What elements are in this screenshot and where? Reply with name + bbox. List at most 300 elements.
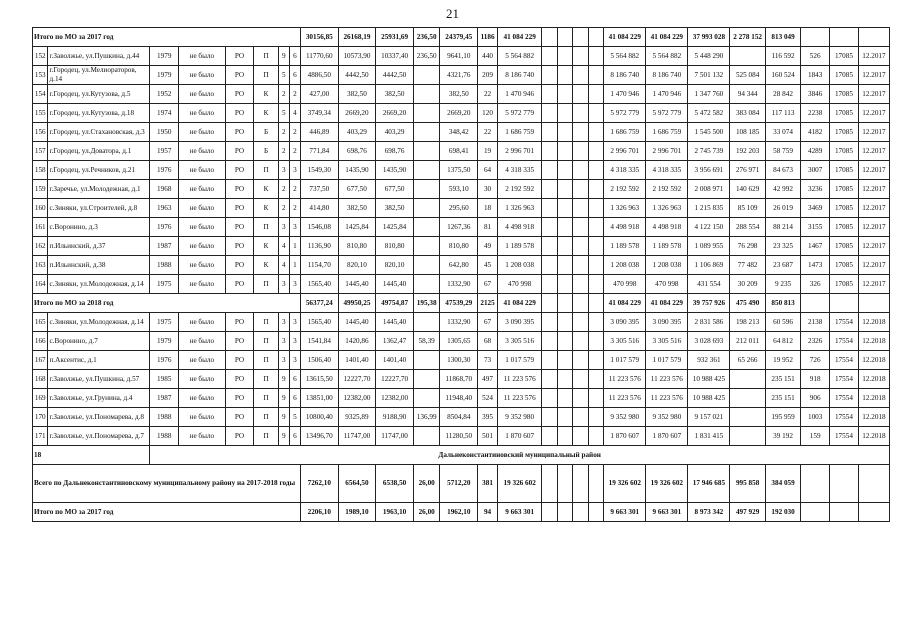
table-cell: [413, 275, 440, 294]
table-cell: [542, 332, 557, 351]
table-cell: 81: [478, 218, 498, 237]
table-cell: не было: [179, 161, 225, 180]
total-cell: [858, 503, 889, 522]
table-cell: [542, 47, 557, 66]
table-cell: 2238: [801, 104, 830, 123]
table-cell: 17554: [830, 427, 859, 446]
table-cell: 1467: [801, 237, 830, 256]
table-cell: Б: [254, 142, 278, 161]
table-cell: [557, 237, 572, 256]
table-cell: 470 998: [498, 275, 542, 294]
table-cell: 84 673: [765, 161, 800, 180]
total-cell: [801, 503, 830, 522]
total-cell: [542, 465, 557, 503]
table-cell: РО: [225, 85, 254, 104]
table-cell: 1003: [801, 408, 830, 427]
table-cell: 17085: [830, 123, 859, 142]
table-cell: [573, 66, 588, 85]
table-cell: 1 686 759: [498, 123, 542, 142]
table-cell: 12.2017: [858, 142, 889, 161]
table-cell: К: [254, 85, 278, 104]
table-cell: 10337,40: [376, 47, 414, 66]
table-cell: 117 113: [765, 104, 800, 123]
table-cell: [573, 237, 588, 256]
table-cell: 164: [33, 275, 48, 294]
total-cell: [557, 294, 572, 313]
table-cell: 1976: [150, 218, 179, 237]
table-cell: [557, 218, 572, 237]
address-cell: г.Городец, ул.Доватора, д.1: [48, 142, 150, 161]
table-cell: 3007: [801, 161, 830, 180]
table-cell: 12382,00: [338, 389, 376, 408]
table-cell: 1 326 963: [604, 199, 646, 218]
table-cell: [730, 389, 765, 408]
total-cell: 39 757 926: [688, 294, 730, 313]
table-cell: 12.2017: [858, 180, 889, 199]
table-cell: 1445,40: [338, 313, 376, 332]
table-cell: [557, 66, 572, 85]
table-cell: 12.2017: [858, 256, 889, 275]
table-row: [33, 180, 890, 199]
table-cell: [588, 408, 603, 427]
table-cell: [573, 142, 588, 161]
table-cell: [413, 389, 440, 408]
table-cell: 11 223 576: [646, 370, 688, 389]
total-cell: 41 084 229: [604, 294, 646, 313]
table-row: [33, 142, 890, 161]
table-cell: 3: [278, 161, 289, 180]
table-cell: [588, 104, 603, 123]
table-cell: 160 524: [765, 66, 800, 85]
table-cell: 12.2018: [858, 313, 889, 332]
table-cell: [557, 123, 572, 142]
table-cell: [557, 199, 572, 218]
table-cell: 235 151: [765, 389, 800, 408]
table-cell: 11 223 576: [604, 370, 646, 389]
table-cell: 136,99: [413, 408, 440, 427]
table-cell: РО: [225, 142, 254, 161]
table-cell: [557, 408, 572, 427]
table-cell: 12.2017: [858, 85, 889, 104]
total-cell: [830, 294, 859, 313]
address-cell: г.Заволжье, ул.Пономарева, д.7: [48, 427, 150, 446]
section-title: Дальнеконстантиновский муниципальный район: [150, 446, 890, 465]
table-cell: 1445,40: [376, 313, 414, 332]
table-cell: 1445,40: [338, 275, 376, 294]
table-cell: 212 011: [730, 332, 765, 351]
table-cell: 3 305 516: [498, 332, 542, 351]
table-cell: 17085: [830, 161, 859, 180]
table-cell: 1 470 946: [498, 85, 542, 104]
table-cell: 5: [278, 104, 289, 123]
total-cell: 6564,50: [338, 465, 376, 503]
table-cell: 3: [278, 313, 289, 332]
total-label: Итого по МО за 2018 год: [33, 294, 301, 313]
total-cell: 26,00: [413, 503, 440, 522]
table-cell: 1549,30: [300, 161, 338, 180]
table-cell: 157: [33, 142, 48, 161]
table-cell: П: [254, 370, 278, 389]
table-cell: [557, 161, 572, 180]
total-row: [33, 28, 890, 47]
table-cell: [557, 427, 572, 446]
table-cell: [573, 123, 588, 142]
table-cell: РО: [225, 47, 254, 66]
table-cell: [542, 123, 557, 142]
table-cell: 17085: [830, 199, 859, 218]
total-cell: 56377,24: [300, 294, 338, 313]
table-cell: [588, 123, 603, 142]
table-cell: 726: [801, 351, 830, 370]
table-cell: 431 554: [688, 275, 730, 294]
table-cell: П: [254, 351, 278, 370]
table-cell: 8504,84: [440, 408, 478, 427]
address-cell: п.Ильинский, д.37: [48, 237, 150, 256]
table-cell: [542, 237, 557, 256]
table-cell: 524: [478, 389, 498, 408]
table-cell: 1 686 759: [646, 123, 688, 142]
table-row: [33, 199, 890, 218]
table-cell: [557, 275, 572, 294]
table-cell: 4442,50: [338, 66, 376, 85]
table-cell: 1988: [150, 427, 179, 446]
table-cell: 1 470 946: [646, 85, 688, 104]
table-cell: 9: [278, 370, 289, 389]
table-cell: 1435,90: [338, 161, 376, 180]
table-cell: 3: [278, 218, 289, 237]
table-cell: 23 687: [765, 256, 800, 275]
table-cell: 526: [801, 47, 830, 66]
table-cell: 65 266: [730, 351, 765, 370]
table-cell: 9: [278, 389, 289, 408]
total-cell: 26,00: [413, 465, 440, 503]
table-cell: 169: [33, 389, 48, 408]
table-cell: 18: [478, 199, 498, 218]
table-cell: не было: [179, 275, 225, 294]
table-cell: 22: [478, 85, 498, 104]
table-cell: Б: [254, 123, 278, 142]
table-cell: РО: [225, 351, 254, 370]
table-cell: 28 842: [765, 85, 800, 104]
table-cell: 2: [278, 180, 289, 199]
table-cell: 58 759: [765, 142, 800, 161]
total-cell: 94: [478, 503, 498, 522]
table-cell: 810,80: [338, 237, 376, 256]
table-cell: 2 008 971: [688, 180, 730, 199]
table-cell: 12.2018: [858, 389, 889, 408]
table-cell: 3236: [801, 180, 830, 199]
table-cell: 17085: [830, 47, 859, 66]
table-cell: 1541,84: [300, 332, 338, 351]
table-cell: П: [254, 332, 278, 351]
table-cell: 525 084: [730, 66, 765, 85]
table-cell: 168: [33, 370, 48, 389]
table-cell: 3 305 516: [646, 332, 688, 351]
table-cell: [573, 351, 588, 370]
table-cell: 2: [289, 85, 300, 104]
table-cell: не было: [179, 66, 225, 85]
address-cell: с.Зиняки, ул.Строителей, д.8: [48, 199, 150, 218]
table-cell: 1154,70: [300, 256, 338, 275]
table-cell: 2: [278, 123, 289, 142]
total-cell: [573, 28, 588, 47]
table-cell: не было: [179, 142, 225, 161]
address-cell: г.Заволжье, ул.Пушкина, д.44: [48, 47, 150, 66]
table-cell: 1 189 578: [604, 237, 646, 256]
table-cell: 1 017 579: [646, 351, 688, 370]
address-cell: г.Заволжье, ул.Грунина, д.4: [48, 389, 150, 408]
table-cell: 8 186 740: [604, 66, 646, 85]
table-cell: 446,89: [300, 123, 338, 142]
table-cell: [413, 180, 440, 199]
table-cell: 440: [478, 47, 498, 66]
table-cell: [588, 275, 603, 294]
table-cell: 382,50: [338, 199, 376, 218]
total-cell: 9 663 301: [498, 503, 542, 522]
table-cell: [588, 47, 603, 66]
table-cell: 9 157 021: [688, 408, 730, 427]
table-cell: 12.2017: [858, 275, 889, 294]
total-cell: [542, 503, 557, 522]
table-cell: 2669,20: [440, 104, 478, 123]
table-cell: 11 223 576: [498, 389, 542, 408]
total-cell: 1962,10: [440, 503, 478, 522]
table-cell: 11747,00: [376, 427, 414, 446]
table-cell: 906: [801, 389, 830, 408]
total-cell: 1186: [478, 28, 498, 47]
total-cell: 41 084 229: [498, 28, 542, 47]
table-cell: 1425,84: [376, 218, 414, 237]
table-cell: 5 564 882: [498, 47, 542, 66]
table-cell: 11280,50: [440, 427, 478, 446]
total-cell: 195,38: [413, 294, 440, 313]
table-cell: [588, 85, 603, 104]
table-cell: 427,00: [300, 85, 338, 104]
table-cell: 22: [478, 123, 498, 142]
table-cell: [542, 275, 557, 294]
table-cell: 12382,00: [376, 389, 414, 408]
table-cell: [588, 199, 603, 218]
table-cell: 49: [478, 237, 498, 256]
table-cell: [557, 370, 572, 389]
table-cell: 108 185: [730, 123, 765, 142]
total-cell: [588, 28, 603, 47]
table-cell: 68: [478, 332, 498, 351]
table-cell: 116 592: [765, 47, 800, 66]
table-cell: 932 361: [688, 351, 730, 370]
table-cell: 1 215 835: [688, 199, 730, 218]
table-cell: 1952: [150, 85, 179, 104]
table-cell: 2 192 592: [646, 180, 688, 199]
table-cell: 235 151: [765, 370, 800, 389]
table-cell: 3: [289, 161, 300, 180]
table-cell: 3 090 395: [646, 313, 688, 332]
table-cell: П: [254, 66, 278, 85]
table-cell: 12.2018: [858, 408, 889, 427]
table-cell: 167: [33, 351, 48, 370]
table-row: [33, 123, 890, 142]
table-cell: 236,50: [413, 47, 440, 66]
table-row: [33, 370, 890, 389]
table-row: [33, 66, 890, 85]
table-cell: [542, 161, 557, 180]
table-cell: П: [254, 427, 278, 446]
table-cell: 2326: [801, 332, 830, 351]
table-cell: 9: [278, 408, 289, 427]
table-cell: 162: [33, 237, 48, 256]
table-cell: 209: [478, 66, 498, 85]
total-cell: [830, 465, 859, 503]
total-cell: 24379,45: [440, 28, 478, 47]
table-cell: 3: [289, 218, 300, 237]
table-cell: 470 998: [604, 275, 646, 294]
table-cell: 155: [33, 104, 48, 123]
table-cell: 10 988 425: [688, 370, 730, 389]
table-cell: 12.2017: [858, 237, 889, 256]
table-cell: 3: [278, 332, 289, 351]
address-cell: п.Ильинский, д.38: [48, 256, 150, 275]
table-cell: [542, 199, 557, 218]
page-number: 21: [446, 6, 459, 21]
table-cell: 501: [478, 427, 498, 446]
table-cell: 1975: [150, 275, 179, 294]
table-cell: 5 564 882: [604, 47, 646, 66]
table-cell: [573, 161, 588, 180]
total-cell: [542, 28, 557, 47]
table-row: [33, 332, 890, 351]
table-cell: 2 996 701: [498, 142, 542, 161]
table-cell: 1332,90: [440, 275, 478, 294]
table-cell: 140 629: [730, 180, 765, 199]
table-cell: 698,76: [338, 142, 376, 161]
total-cell: 8 973 342: [688, 503, 730, 522]
table-cell: 3: [278, 351, 289, 370]
table-cell: 17085: [830, 237, 859, 256]
table-cell: 3 305 516: [604, 332, 646, 351]
table-cell: 3469: [801, 199, 830, 218]
table-cell: [557, 256, 572, 275]
table-cell: [413, 104, 440, 123]
table-cell: 17554: [830, 351, 859, 370]
section-row: [33, 446, 890, 465]
table-cell: К: [254, 256, 278, 275]
table-cell: 1 106 869: [688, 256, 730, 275]
table-cell: [542, 66, 557, 85]
table-cell: 6: [289, 427, 300, 446]
total-cell: 9 663 301: [604, 503, 646, 522]
table-cell: не было: [179, 389, 225, 408]
table-cell: П: [254, 313, 278, 332]
table-row: [33, 256, 890, 275]
address-cell: п.Аксентис, д.1: [48, 351, 150, 370]
table-cell: 1: [289, 237, 300, 256]
table-cell: 4289: [801, 142, 830, 161]
table-cell: РО: [225, 313, 254, 332]
table-cell: 13851,00: [300, 389, 338, 408]
table-cell: РО: [225, 104, 254, 123]
table-cell: [588, 161, 603, 180]
total-row: [33, 503, 890, 522]
table-cell: не было: [179, 313, 225, 332]
table-cell: 5 972 779: [604, 104, 646, 123]
total-cell: [542, 294, 557, 313]
table-cell: 1987: [150, 237, 179, 256]
table-cell: 1979: [150, 332, 179, 351]
table-cell: 2: [278, 142, 289, 161]
table-row: [33, 237, 890, 256]
table-cell: 12227,70: [376, 370, 414, 389]
table-cell: 1975: [150, 313, 179, 332]
table-cell: 403,29: [376, 123, 414, 142]
table-cell: 5 972 779: [646, 104, 688, 123]
table-cell: [557, 180, 572, 199]
table-cell: 165: [33, 313, 48, 332]
table-cell: [573, 180, 588, 199]
table-cell: 4442,50: [376, 66, 414, 85]
table-cell: 771,84: [300, 142, 338, 161]
table-cell: 5 972 779: [498, 104, 542, 123]
table-cell: 2: [289, 199, 300, 218]
table-cell: [588, 237, 603, 256]
table-cell: 73: [478, 351, 498, 370]
table-cell: 2 745 739: [688, 142, 730, 161]
table-cell: [573, 256, 588, 275]
table-cell: [413, 142, 440, 161]
table-cell: [588, 313, 603, 332]
table-cell: [573, 389, 588, 408]
table-cell: 26 019: [765, 199, 800, 218]
table-cell: 3155: [801, 218, 830, 237]
table-cell: [588, 180, 603, 199]
table-cell: 3: [289, 275, 300, 294]
table-cell: не было: [179, 332, 225, 351]
table-cell: 3 090 395: [498, 313, 542, 332]
table-cell: [542, 180, 557, 199]
total-row: [33, 465, 890, 503]
table-cell: 382,50: [376, 199, 414, 218]
table-cell: 1375,50: [440, 161, 478, 180]
table-cell: не было: [179, 85, 225, 104]
table-cell: 9 352 980: [498, 408, 542, 427]
table-cell: РО: [225, 370, 254, 389]
table-cell: 1 017 579: [604, 351, 646, 370]
table-cell: 5: [278, 66, 289, 85]
total-cell: [573, 294, 588, 313]
table-cell: РО: [225, 218, 254, 237]
table-cell: 1987: [150, 389, 179, 408]
table-cell: не было: [179, 47, 225, 66]
address-cell: г.Заволжье, ул.Пономарева, д.8: [48, 408, 150, 427]
table-cell: [557, 104, 572, 123]
table-cell: 171: [33, 427, 48, 446]
table-cell: [573, 275, 588, 294]
table-cell: 153: [33, 66, 48, 85]
table-cell: 4182: [801, 123, 830, 142]
table-cell: 1976: [150, 351, 179, 370]
table-cell: 158: [33, 161, 48, 180]
total-cell: [801, 465, 830, 503]
table-cell: 19: [478, 142, 498, 161]
table-cell: 2669,20: [338, 104, 376, 123]
table-cell: 1 470 946: [604, 85, 646, 104]
table-cell: [542, 351, 557, 370]
total-cell: [858, 465, 889, 503]
table-cell: 4: [278, 237, 289, 256]
table-cell: 382,50: [440, 85, 478, 104]
table-cell: 152: [33, 47, 48, 66]
table-cell: 1 326 963: [646, 199, 688, 218]
table-cell: 19 952: [765, 351, 800, 370]
